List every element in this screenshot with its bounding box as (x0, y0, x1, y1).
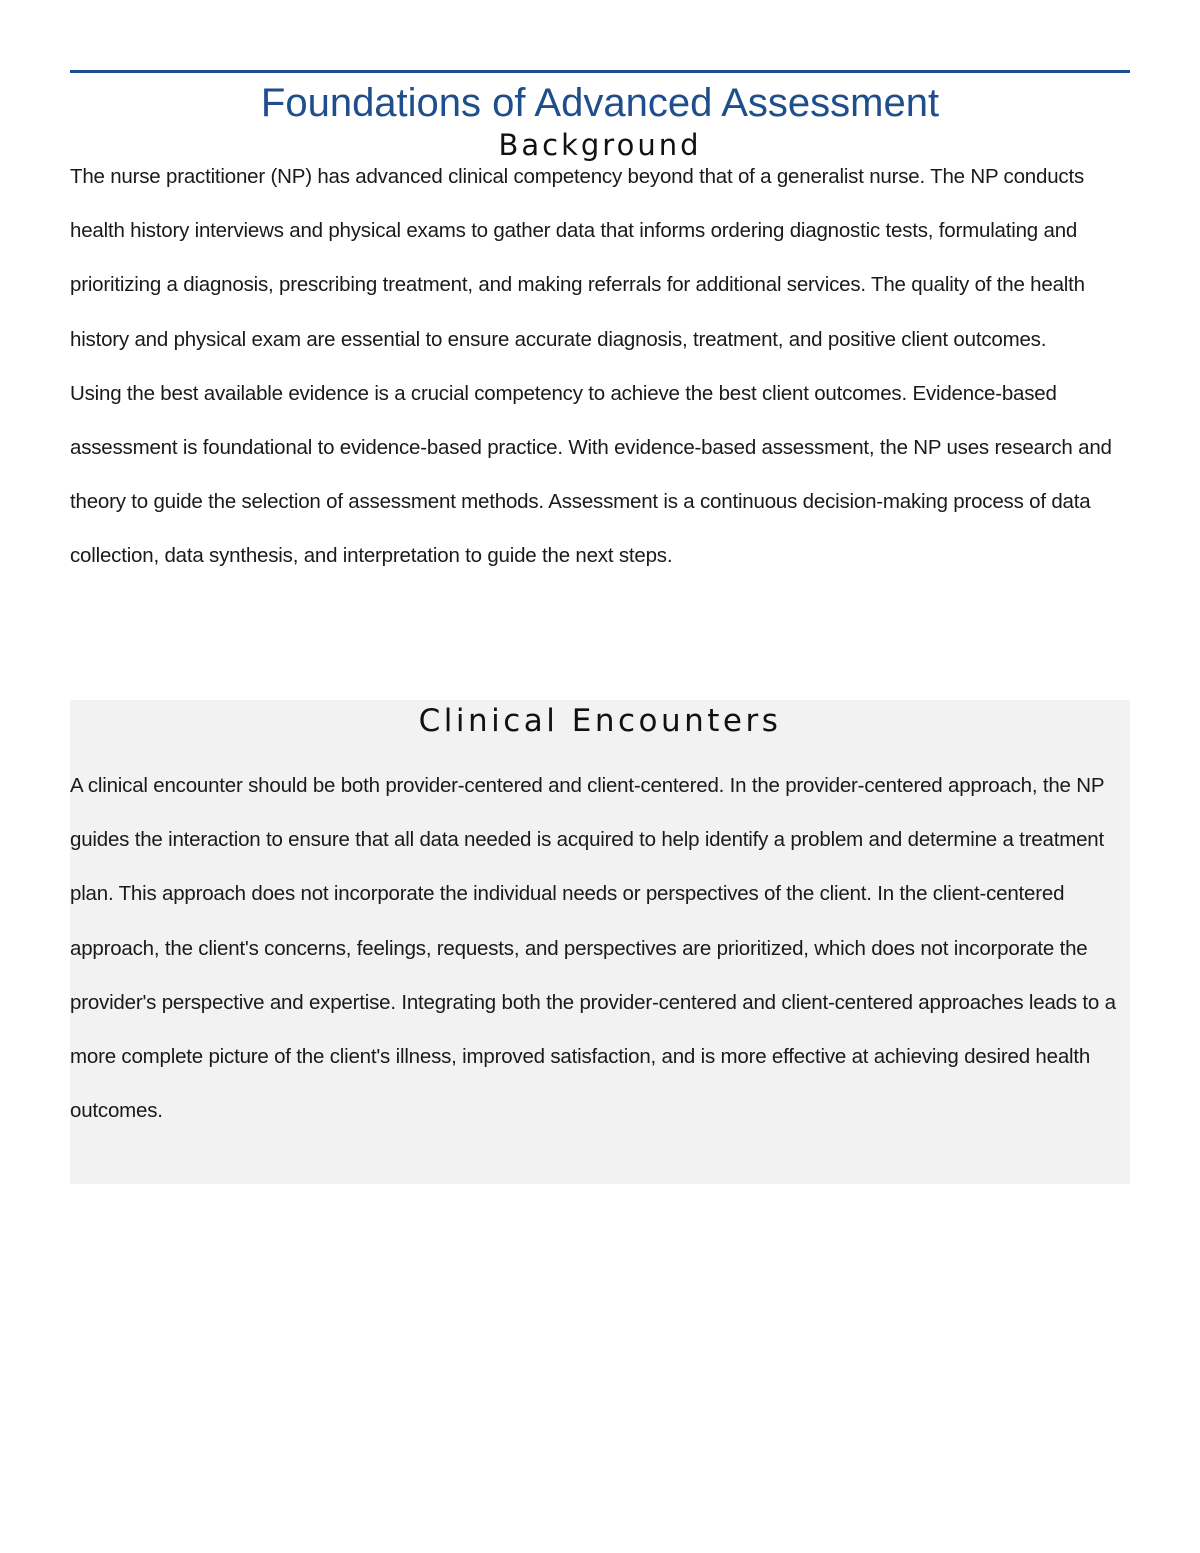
document-page (70, 70, 1130, 1123)
background-paragraph-2: Using the best available evidence is a crucial competency to achieve the best client outcomes. Evidence-based assessment is foundational to evidence-based practice. With evidence-based assessment, the NP uses research and theory to guide the selection of assessment methods. Assessment is a continuous decision-making process of data collection, data synthesis, and interpretation to guide the next steps. (70, 381, 1112, 568)
clinical-encounters-heading: Clinical Encounters (418, 703, 782, 739)
background-heading: Background (498, 128, 702, 162)
background-section (70, 127, 1130, 584)
title-top-rule (70, 70, 1130, 73)
clinical-encounters-section (70, 700, 1130, 1184)
clinical-encounters-paragraph-1: A clinical encounter should be both provider-centered and client-centered. In the provider-centered approach, the NP guides the interaction to ensure that all data needed is acquired to help identify a problem and determine a treatment plan. This approach does not incorporate the individual needs or perspectives of the client. In the client-centered approach, the client's concerns, feelings, requests, and perspectives are prioritized, which does not incorporate the provider's perspective and expertise. Integrating both the provider-centered and client-centered approaches leads to a more complete picture of the client's illness, improved satisfaction, and is more effective at achieving desired health outcomes. (70, 774, 1116, 1123)
background-paragraph-1: The nurse practitioner (NP) has advanced clinical competency beyond that of a generalist nurse. The NP conducts health history interviews and physical exams to gather data that informs ordering diagnostic tests, formulating and prioritizing a diagnosis, prescribing treatment, and making referrals for additional services. The quality of the health history and physical exam are essential to ensure accurate diagnosis, treatment, and positive client outcomes. (70, 165, 1085, 351)
document-title: Foundations of Advanced Assessment (260, 81, 940, 125)
